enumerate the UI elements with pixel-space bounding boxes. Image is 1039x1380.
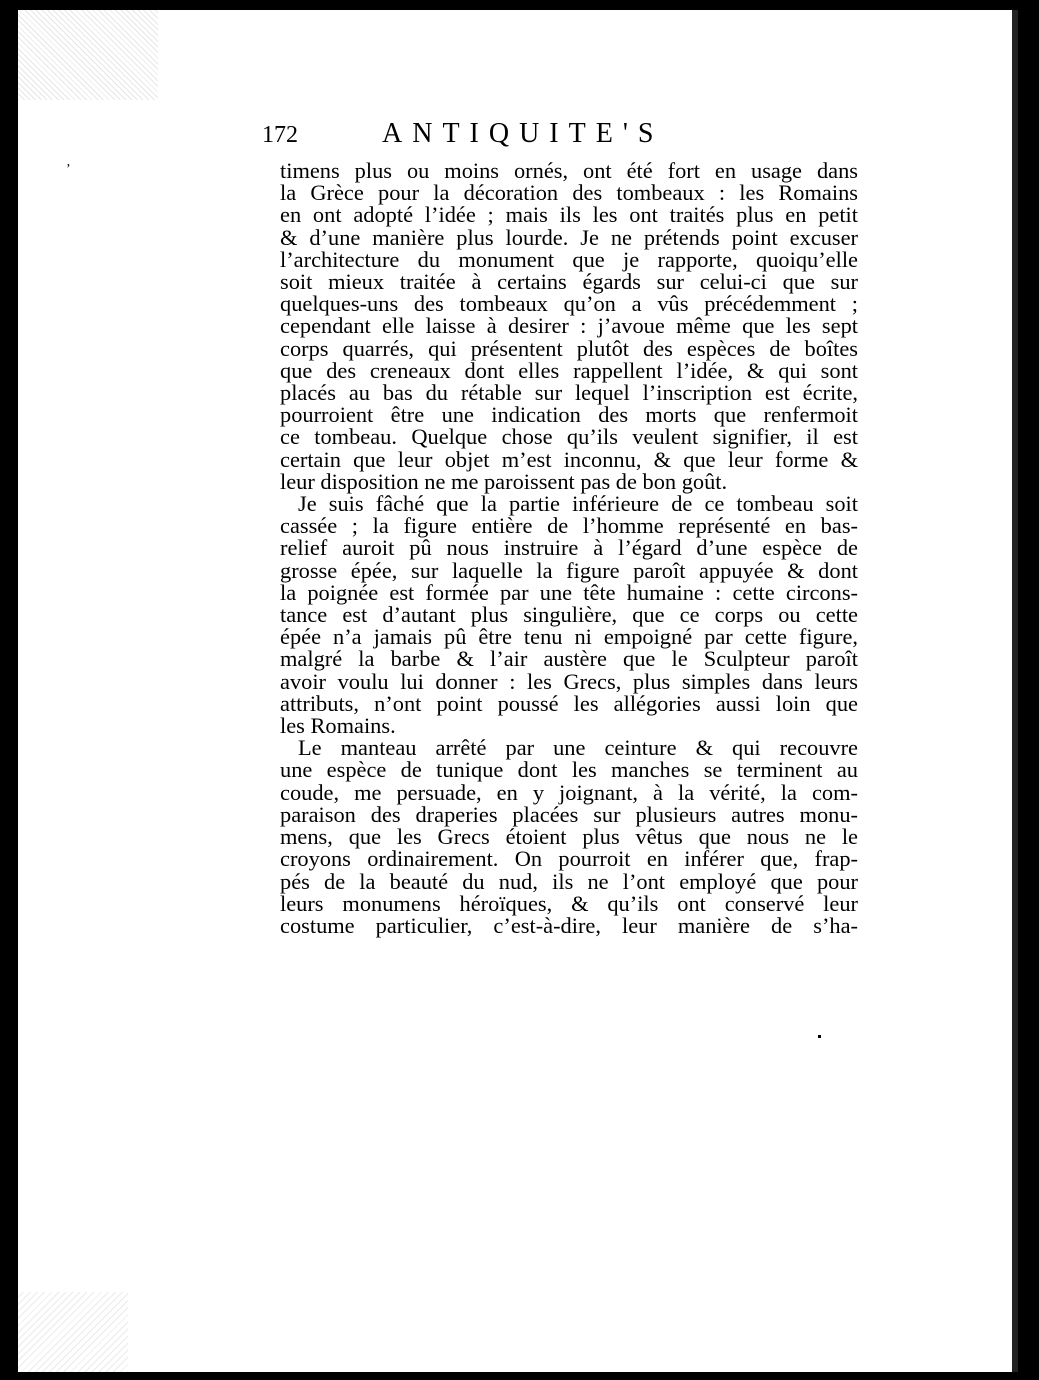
- text-line: les Romains.: [280, 713, 396, 739]
- stray-mark: [818, 1035, 821, 1038]
- text-line: pourroient être une indication des morts que renfermoit: [280, 402, 858, 428]
- text-line: soit mieux traitée à certains égards sur celui-ci que sur: [280, 269, 858, 295]
- text-line: que des creneaux dont elles rappellent l’idée, & qui sont: [280, 357, 858, 383]
- text-line: relief auroit pû nous instruire à l’égard d’une espèce de: [280, 535, 858, 561]
- text-line: leurs monumens héroïques, & qu’ils ont conservé leur: [280, 890, 858, 916]
- running-title: ANTIQUITE'S: [382, 118, 664, 149]
- paragraph-first-line: Le manteau arrêté par une ceinture & qui recouvre: [298, 735, 858, 761]
- text-line: mens, que les Grecs étoient plus vêtus que nous ne le: [280, 824, 858, 850]
- text-line: quelques-uns des tombeaux qu’on a vûs précédemment ;: [280, 291, 858, 317]
- text-line: croyons ordinairement. On pourroit en inférer que, frap-: [280, 846, 858, 872]
- page-edge-shadow: [1012, 10, 1018, 1372]
- text-line: & d’une manière plus lourde. Je ne prétends point excuser: [280, 224, 858, 250]
- text-line: cependant elle laisse à desirer : j’avoue même que les sept: [280, 313, 858, 339]
- margin-mark: ’: [66, 162, 71, 177]
- page-header: [262, 118, 862, 158]
- text-line: tance est d’autant plus singulière, que ce corps ou cette: [280, 602, 858, 628]
- text-line: attributs, n’ont point poussé les allégories aussi loin que: [280, 690, 858, 716]
- paragraph-first-line: Je suis fâché que la partie inférieure de ce tombeau soit: [298, 491, 858, 517]
- text-line: une espèce de tunique dont les manches se terminent au: [280, 757, 858, 783]
- text-line: en ont adopté l’idée ; mais ils les ont traités plus en petit: [280, 202, 858, 228]
- text-line: ce tombeau. Quelque chose qu’ils veulent signifier, il est: [280, 424, 858, 450]
- text-line: corps quarrés, qui présentent plutôt des espèces de boîtes: [280, 335, 858, 361]
- text-line: placés au bas du rétable sur lequel l’inscription est écrite,: [280, 380, 858, 406]
- text-line: coude, me persuade, en y joignant, à la vérité, la com-: [280, 779, 858, 805]
- text-line: leur disposition ne me paroissent pas de bon goût.: [280, 468, 728, 494]
- body-text: [280, 160, 858, 937]
- page-number: 172: [262, 122, 298, 148]
- text-line: avoir voulu lui donner : les Grecs, plus simples dans leurs: [280, 668, 858, 694]
- scan-noise-bottom-left: [18, 1292, 128, 1372]
- text-line: grosse épée, sur laquelle la figure paroît appuyée & dont: [280, 557, 858, 583]
- text-line: timens plus ou moins ornés, ont été fort en usage dans: [280, 158, 858, 183]
- text-line: la poignée est formée par une tête humaine : cette circons-: [280, 579, 858, 605]
- text-line: épée n’a jamais pû être tenu ni empoigné par cette figure,: [280, 624, 858, 650]
- text-line: pés de la beauté du nud, ils ne l’ont employé que pour: [280, 868, 858, 894]
- text-line: la Grèce pour la décoration des tombeaux : les Romains: [280, 180, 858, 206]
- text-line: cassée ; la figure entière de l’homme représenté en bas-: [280, 513, 858, 539]
- text-line: paraison des draperies placées sur plusieurs autres monu-: [280, 801, 858, 827]
- scan-noise-top-left: [18, 10, 158, 100]
- text-line: l’architecture du monument que je rapporte, quoiqu’elle: [280, 246, 858, 272]
- text-line: malgré la barbe & l’air austère que le Sculpteur paroît: [280, 646, 858, 672]
- text-line: certain que leur objet m’est inconnu, & que leur forme &: [280, 446, 858, 472]
- text-line: costume particulier, c’est-à-dire, leur manière de s’ha-: [280, 912, 858, 938]
